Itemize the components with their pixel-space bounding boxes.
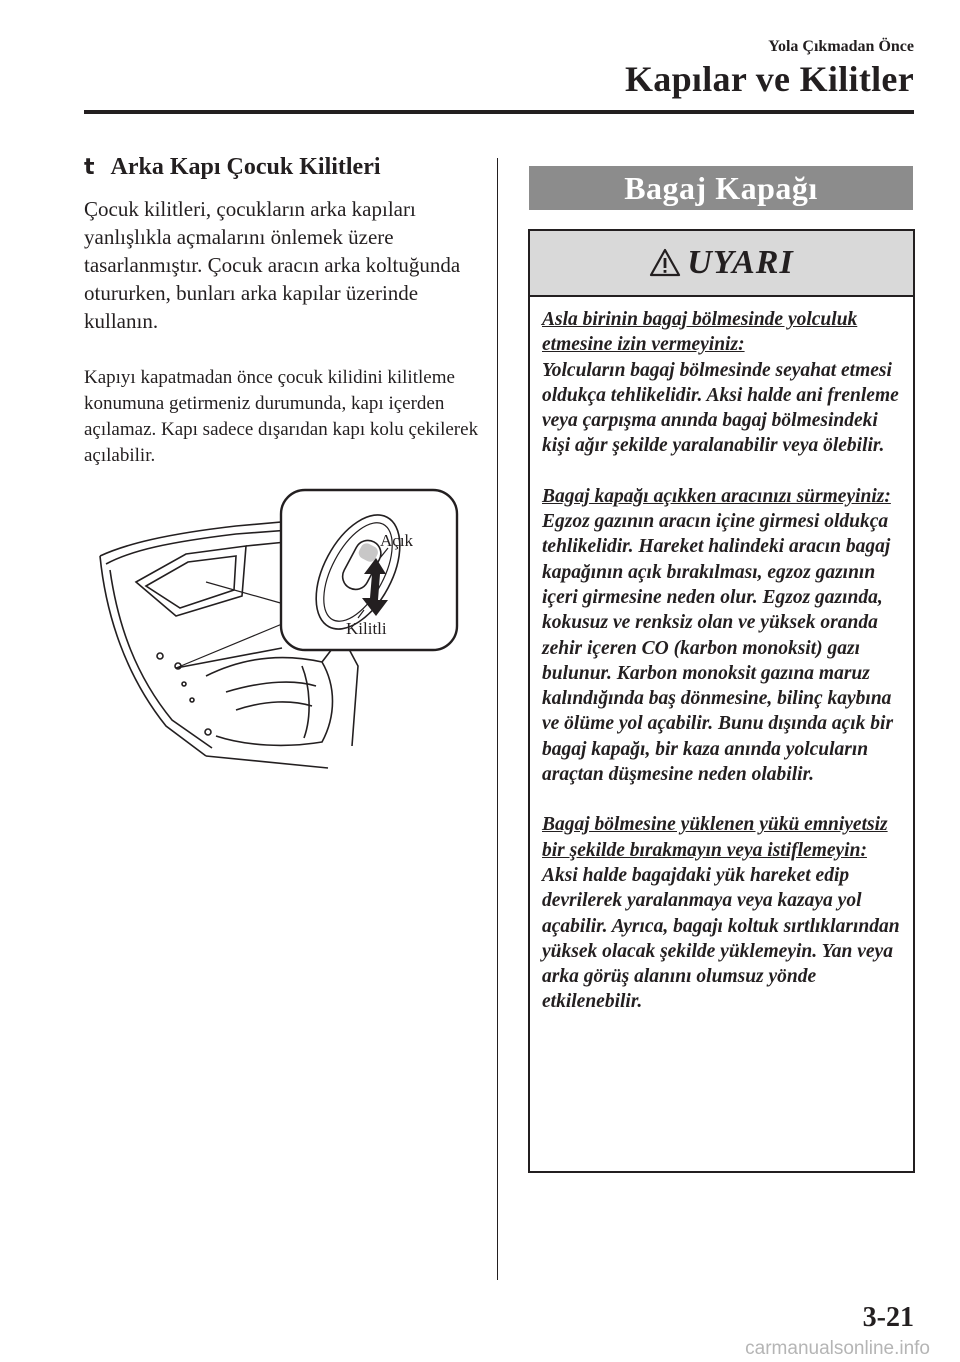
warning-block — [542, 812, 901, 1014]
section-title: Kapılar ve Kilitler — [625, 59, 914, 99]
warning-block-text: Egzoz gazının aracın içine girmesi oldukça tehlikelidir. Hareket halindeki aracın bagaj kapağının açık bırakılması, egzoz gazının içeri girmesine neden olur. Egzoz gazında, kokusuz ve renksiz olan ve yüksek oranda zehir içeren CO (karbon monoksit) gazı bulunur. Karbon monoksit gazına maruz kalındığında baş dönmesine, bilinç kaybına ve ölüme yol açabilir. Bunu dışında açık bir bagaj kapağı, bir kaza anında yolcuların araçtan düşmesine neden olabilir. — [542, 511, 894, 786]
child-lock-paragraph-1: Çocuk kilitleri, çocukların arka kapıları yanlışlıkla açmalarını önlemek üzere tasarlanmıştır. Çocuk aracın arka koltuğunda otururken, bunları arka kapılar üzerinde kullanın. — [84, 197, 461, 333]
warning-body — [530, 297, 913, 1015]
warning-block — [542, 484, 901, 788]
warning-block-text: Yolcuların bagaj bölmesinde seyahat etmesi oldukça tehlikelidir. Aksi halde ani frenleme veya çarpışma anında bagaj bölmesindeki kişi ağır şekilde yaralanabilir veya ölebilir. — [542, 359, 899, 457]
warning-header — [530, 231, 913, 297]
warning-block-heading: Bagaj bölmesine yüklenen yükü emniyetsiz bir şekilde bırakmayın veya istiflemeyin: — [542, 814, 888, 861]
bullet-marker: t — [84, 155, 95, 180]
warning-box — [528, 229, 915, 1173]
child-lock-paragraph-2: Kapıyı kapatmadan önce çocuk kilidini kilitleme konumuna getirmeniz durumunda, kapı içerden açılamaz. Kapı sadece dışarıdan kapı kolu çekilerek açılabilir. — [84, 367, 479, 466]
child-lock-heading — [84, 154, 484, 181]
label-locked: Kilitli — [346, 619, 387, 638]
watermark: carmanualsonline.info — [745, 1338, 930, 1359]
warning-title: UYARI — [687, 244, 794, 281]
label-open: Açık — [380, 531, 414, 550]
chapter-title: Yola Çıkmadan Önce — [768, 38, 914, 55]
child-lock-illustration — [96, 486, 468, 776]
column-divider — [497, 158, 498, 1280]
left-column — [84, 154, 484, 469]
header-rule — [84, 110, 914, 114]
page-number: 3-21 — [862, 1302, 914, 1333]
trunk-section-title: Bagaj Kapağı — [529, 166, 913, 210]
warning-block-heading: Bagaj kapağı açıkken aracınızı sürmeyiniz: — [542, 485, 891, 507]
warning-triangle-icon — [649, 248, 681, 278]
child-lock-heading-text: Arka Kapı Çocuk Kilitleri — [110, 154, 381, 180]
warning-block-text: Aksi halde bagajdaki yük hareket edip devrilerek yaralanmaya veya kazaya yol açabilir. Ayrıca, bagajı koltuk sırtlıklarından yüksek olacak şekilde yüklemeyin. Yan veya arka görüş alanını olumsuz yönde etkilenebilir. — [542, 864, 900, 1013]
warning-block-heading: Asla birinin bagaj bölmesinde yolculuk etmesine izin vermeyiniz: — [542, 309, 858, 356]
warning-block — [542, 307, 901, 459]
